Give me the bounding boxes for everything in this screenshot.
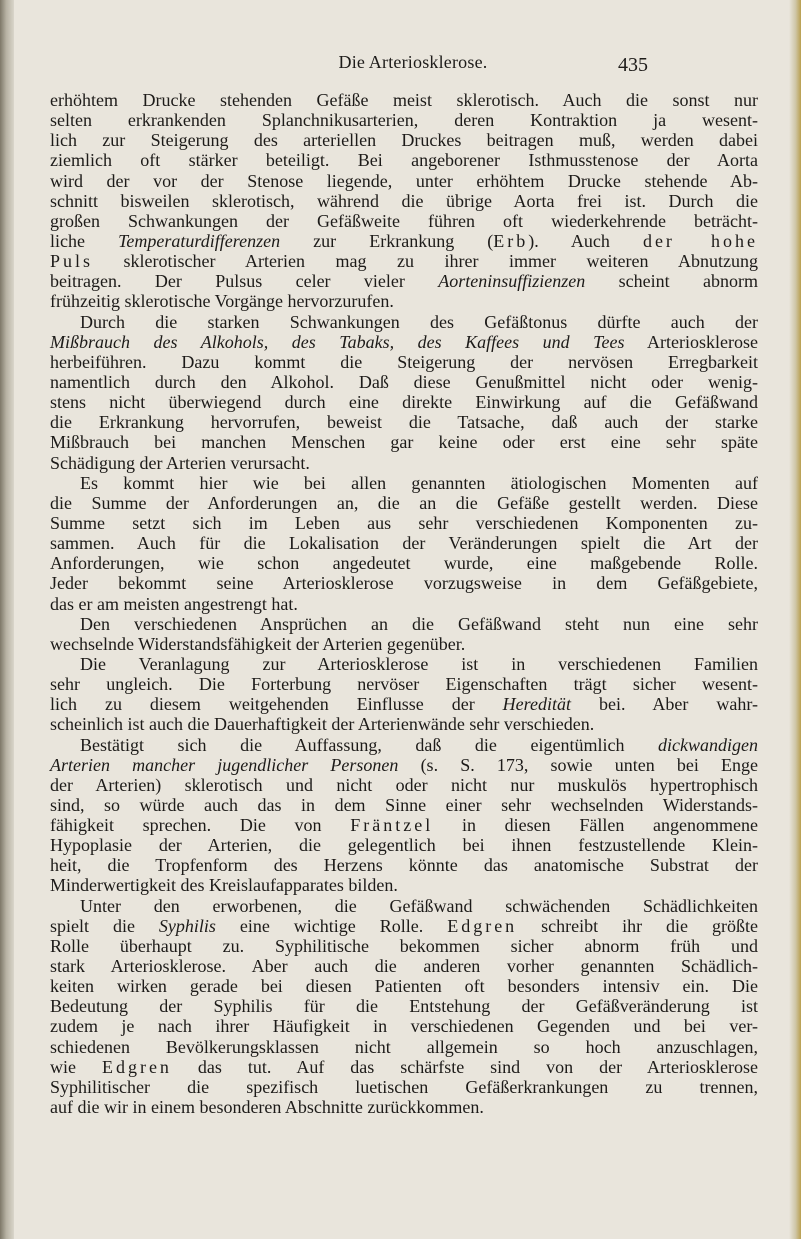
- text-line: [28, 976, 758, 996]
- text-segment: schreibt ihr die größte: [517, 915, 758, 936]
- text-line: [28, 493, 758, 513]
- text-line: [28, 634, 758, 654]
- text-segment: Bestätigt sich die Auffassung, daß die eigentümlich: [80, 734, 659, 755]
- text-segment: lich zur Steigerung des arteriellen Druckes beitragen muß, werden dabei: [50, 130, 758, 151]
- text-segment: spielt die: [50, 915, 159, 936]
- text-line: [28, 775, 758, 795]
- text-line: [28, 755, 758, 775]
- spaced-segment: Fräntzel: [350, 815, 434, 836]
- text-line: [28, 694, 758, 714]
- text-line: [28, 1097, 758, 1117]
- text-segment: namentlich durch den Alkohol. Daß diese Genußmittel nicht oder wenig-: [50, 371, 758, 392]
- text-segment: wie: [50, 1056, 102, 1077]
- spaced-segment: Edgren: [447, 915, 518, 936]
- text-line: [28, 473, 758, 493]
- text-line: [28, 271, 758, 291]
- text-segment: fähigkeit sprechen. Die von: [50, 815, 351, 836]
- text-line: [28, 896, 758, 916]
- text-line: [28, 372, 758, 392]
- text-segment: ). Auch: [528, 230, 643, 251]
- text-line: [28, 533, 758, 553]
- text-segment: zur Erkrankung (: [280, 230, 494, 251]
- text-line: [28, 956, 758, 976]
- text-segment: Rolle überhaupt zu. Syphilitische bekommen sicher abnorm früh und: [50, 935, 758, 956]
- text-segment: schnitt bisweilen sklerotisch, während die übrige Aorta frei ist. Durch die: [50, 190, 758, 211]
- text-segment: auf die wir in einem besonderen Abschnitte zurückkommen.: [50, 1097, 484, 1118]
- spaced-segment: Puls: [50, 251, 94, 272]
- text-segment: sind, so würde auch das in dem Sinne einer sehr wechselnden Widerstands-: [50, 794, 758, 815]
- text-segment: großen Schwankungen der Gefäßweite führen oft wiederkehrende beträcht-: [50, 210, 758, 231]
- text-line: [28, 90, 758, 110]
- text-segment: erhöhtem Drucke stehenden Gefäße meist sklerotisch. Auch die sonst nur: [50, 90, 758, 110]
- text-line: [28, 352, 758, 372]
- text-line: [28, 594, 758, 614]
- text-line: [28, 291, 758, 311]
- text-segment: Hypoplasie der Arterien, die gelegentlich bei ihnen festzustellende Klein-: [50, 835, 758, 856]
- text-line: [28, 875, 758, 895]
- text-segment: zudem je nach ihrer Häufigkeit in verschiedenen Gegenden und bei ver-: [50, 1016, 758, 1037]
- text-segment: frühzeitig sklerotische Vorgänge hervorzurufen.: [50, 291, 394, 312]
- text-segment: die Summe der Anforderungen an, die an die Gefäße gestellt werden. Diese: [50, 492, 758, 513]
- italic-segment: Arterien mancher jugendlicher Personen: [50, 754, 399, 775]
- text-segment: Die Veranlagung zur Arteriosklerose ist in verschiedenen Familien: [80, 653, 758, 674]
- text-line: [28, 795, 758, 815]
- text-line: [28, 1037, 758, 1057]
- text-segment: Den verschiedenen Ansprüchen an die Gefäßwand steht nun eine sehr: [80, 613, 758, 634]
- text-line: [28, 996, 758, 1016]
- text-segment: keiten wirken gerade bei diesen Patienten oft besonders intensiv ein. Die: [50, 976, 758, 997]
- text-segment: in diesen Fällen angenommene: [433, 815, 759, 836]
- italic-segment: Syphilis: [158, 915, 216, 936]
- text-segment: der Arterien) sklerotisch und nicht oder nicht nur muskulös hypertrophisch: [50, 774, 758, 795]
- text-segment: schiedenen Bevölkerungsklassen nicht allgemein so hoch anzuschlagen,: [50, 1036, 758, 1057]
- text-line: [28, 916, 758, 936]
- text-segment: Minderwertigkeit des Kreislaufapparates bilden.: [50, 875, 398, 896]
- text-segment: scheinlich ist auch die Dauerhaftigkeit der Arterienwände sehr verschieden.: [50, 714, 595, 735]
- text-line: [28, 1057, 758, 1077]
- text-line: [28, 614, 758, 634]
- text-line: [28, 553, 758, 573]
- text-segment: ziemlich oft stärker beteiligt. Bei angeborener Isthmusstenose der Aorta: [50, 150, 758, 171]
- text-line: [28, 332, 758, 352]
- italic-segment: dickwandigen: [658, 734, 758, 755]
- text-line: [28, 150, 758, 170]
- text-segment: sammen. Auch für die Lokalisation der Veränderungen spielt die Art der: [50, 533, 758, 554]
- spaced-segment: der hohe: [642, 230, 758, 251]
- text-line: [28, 513, 758, 533]
- text-segment: sehr ungleich. Die Forterbung nervöser Eigenschaften trägt sicher wesent-: [50, 674, 758, 695]
- text-line: [28, 1016, 758, 1036]
- italic-segment: Temperaturdifferenzen: [118, 230, 281, 251]
- text-segment: Arteriosklerose: [624, 331, 759, 352]
- text-line: [28, 312, 758, 332]
- body-text: [28, 90, 758, 1117]
- running-head: Die Arteriosklerose.: [338, 52, 488, 72]
- text-line: [28, 130, 758, 150]
- text-segment: sklerotischer Arterien mag zu ihrer immer weiteren Abnutzung: [93, 251, 758, 272]
- text-segment: die Erkrankung hervorrufen, beweist die Tatsache, daß auch der starke: [50, 412, 758, 433]
- text-segment: herbeiführen. Dazu kommt die Steigerung der nervösen Erregbarkeit: [50, 351, 758, 372]
- text-segment: Durch die starken Schwankungen des Gefäßtonus dürfte auch der: [80, 311, 758, 332]
- text-line: [28, 714, 758, 734]
- text-line: [28, 835, 758, 855]
- text-line: [28, 815, 758, 835]
- text-line: [28, 1077, 758, 1097]
- spaced-segment: Edgren: [101, 1056, 172, 1077]
- page-header: [28, 44, 748, 84]
- italic-segment: Mißbrauch des Alkohols, des Tabaks, des Kaffees und Tees: [50, 331, 625, 352]
- text-line: [28, 432, 758, 452]
- text-line: [28, 936, 758, 956]
- text-segment: stens nicht überwiegend durch eine direkte Einwirkung auf die Gefäßwand: [50, 392, 758, 413]
- text-segment: wechselnde Widerstandsfähigkeit der Arterien gegenüber.: [50, 633, 466, 654]
- text-segment: Bedeutung der Syphilis für die Entstehung der Gefäßveränderung ist: [50, 996, 758, 1017]
- text-line: [28, 573, 758, 593]
- text-line: [28, 855, 758, 875]
- text-segment: liche: [50, 230, 119, 251]
- text-segment: Mißbrauch bei manchen Menschen gar keine oder erst eine sehr späte: [50, 432, 758, 453]
- text-segment: Anforderungen, wie schon angedeutet wurde, eine maßgebende Rolle.: [50, 553, 758, 574]
- text-line: [28, 735, 758, 755]
- text-segment: Schädigung der Arterien verursacht.: [50, 452, 310, 473]
- text-line: [28, 171, 758, 191]
- book-page: [28, 0, 783, 1239]
- spaced-segment: Erb: [493, 230, 529, 251]
- text-segment: Unter den erworbenen, die Gefäßwand schwächenden Schädlichkeiten: [80, 895, 758, 916]
- text-segment: (s. S. 173, sowie unten bei Enge: [398, 754, 758, 775]
- text-line: [28, 674, 758, 694]
- text-segment: das tut. Auf das schärfste sind von der Arteriosklerose: [171, 1056, 758, 1077]
- page-number: 435: [618, 54, 648, 76]
- text-segment: bei. Aber wahr-: [571, 694, 758, 715]
- text-line: [28, 251, 758, 271]
- text-line: [28, 211, 758, 231]
- text-segment: Syphilitischer die spezifisch luetischen Gefäßerkrankungen zu trennen,: [50, 1076, 758, 1097]
- book-spine-edge: [0, 0, 14, 1239]
- text-line: [28, 191, 758, 211]
- text-segment: wird der vor der Stenose liegende, unter erhöhtem Drucke stehende Ab-: [50, 170, 758, 191]
- text-line: [28, 412, 758, 432]
- text-segment: Es kommt hier wie bei allen genannten ätiologischen Momenten auf: [80, 472, 758, 493]
- text-segment: lich zu diesem weitgehenden Einflusse der: [50, 694, 503, 715]
- text-segment: stark Arteriosklerose. Aber auch die anderen vorher genannten Schädlich-: [50, 956, 758, 977]
- italic-segment: Heredität: [502, 694, 571, 715]
- text-line: [28, 231, 758, 251]
- text-line: [28, 110, 758, 130]
- text-line: [28, 453, 758, 473]
- text-line: [28, 654, 758, 674]
- text-segment: beitragen. Der Pulsus celer vieler: [50, 271, 439, 292]
- page-right-edge: [789, 0, 801, 1239]
- italic-segment: Aorteninsuffizienzen: [438, 271, 586, 292]
- text-segment: Summe setzt sich im Leben aus sehr verschiedenen Komponenten zu-: [50, 512, 758, 533]
- text-segment: Jeder bekommt seine Arteriosklerose vorzugsweise in dem Gefäßgebiete,: [50, 573, 758, 594]
- text-segment: das er am meisten angestrengt hat.: [50, 593, 298, 614]
- text-segment: eine wichtige Rolle.: [215, 915, 448, 936]
- text-segment: heit, die Tropfenform des Herzens könnte das anatomische Substrat der: [50, 855, 758, 876]
- text-segment: selten erkrankenden Splanchnikusarterien, deren Kontraktion ja wesent-: [50, 110, 758, 131]
- text-segment: scheint abnorm: [585, 271, 758, 292]
- text-line: [28, 392, 758, 412]
